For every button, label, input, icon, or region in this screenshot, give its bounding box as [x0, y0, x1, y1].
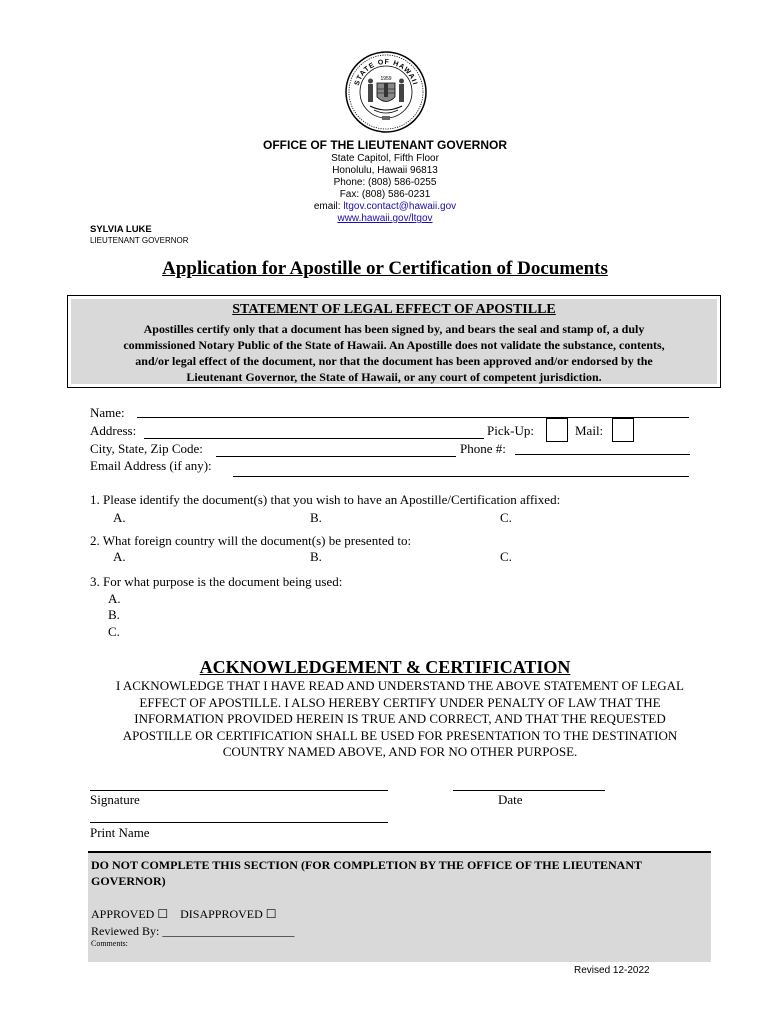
governor-name: SYLVIA LUKE	[90, 224, 152, 235]
legal-line: commissioned Notary Public of the State of Hawaii. An Apostille does not validate the substance, contents,	[123, 338, 665, 352]
legal-line: Apostilles certify only that a document has been signed by, and bears the seal and stamp of, a duly	[143, 322, 645, 336]
question-1: 1. Please identify the document(s) that you wish to have an Apostille/Certification affixed:	[90, 492, 561, 507]
office-fax: Fax: (808) 586-0231	[339, 189, 431, 200]
office-use-heading-line: GOVERNOR)	[91, 874, 166, 888]
acknowledgement-heading: ACKNOWLEDGEMENT & CERTIFICATION	[199, 657, 571, 677]
q2-option-a: A.	[113, 549, 126, 564]
signature-label: Signature	[90, 792, 140, 807]
office-phone: Phone: (808) 586-0255	[333, 177, 437, 188]
city-state-zip-label: City, State, Zip Code:	[90, 441, 203, 456]
office-address-line1: State Capitol, Fifth Floor	[331, 153, 439, 164]
phone-input[interactable]	[515, 454, 690, 455]
mail-checkbox[interactable]	[612, 418, 634, 442]
email-link[interactable]: ltgov.contact@hawaii.gov	[343, 201, 457, 212]
email-address-label: Email Address (if any):	[90, 458, 212, 473]
legal-line: and/or legal effect of the document, nor that the document has been approved and/or endorsed by the	[135, 354, 653, 368]
q1-option-c: C.	[500, 510, 512, 525]
legal-statement-heading: STATEMENT OF LEGAL EFFECT OF APOSTILLE	[232, 302, 556, 317]
state-seal-logo	[344, 50, 428, 134]
question-3: 3. For what purpose is the document being used:	[90, 574, 343, 589]
ack-line: APOSTILLE OR CERTIFICATION SHALL BE USED FOR PRESENTATION TO THE DESTINATION	[122, 727, 678, 743]
disapproved-checkbox[interactable]: DISAPPROVED ☐	[180, 907, 277, 921]
print-name-label: Print Name	[90, 825, 150, 840]
office-address-line2: Honolulu, Hawaii 96813	[332, 165, 438, 176]
signature-input[interactable]	[90, 790, 388, 791]
print-name-input[interactable]	[90, 822, 388, 823]
date-input[interactable]	[453, 790, 605, 791]
office-use-heading	[91, 857, 691, 889]
mail-label: Mail:	[575, 423, 604, 438]
address-input[interactable]	[144, 438, 484, 439]
q1-option-b: B.	[310, 510, 322, 525]
ack-line: I ACKNOWLEDGE THAT I HAVE READ AND UNDERSTAND THE ABOVE STATEMENT OF LEGAL	[116, 678, 684, 693]
approved-checkbox[interactable]: APPROVED ☐	[91, 907, 169, 921]
office-use-heading-line: DO NOT COMPLETE THIS SECTION (FOR COMPLETION BY THE OFFICE OF THE LIEUTENANT	[91, 858, 642, 872]
pickup-checkbox[interactable]	[546, 418, 568, 442]
website-link[interactable]: www.hawaii.gov/ltgov	[337, 213, 433, 224]
question-2: 2. What foreign country will the document(s) be presented to:	[90, 533, 412, 548]
acknowledgement-body	[90, 678, 710, 761]
name-input[interactable]	[137, 417, 689, 418]
revision-date: Revised 12-2022	[574, 965, 650, 976]
ack-line: COUNTRY NAMED ABOVE, AND FOR NO OTHER PURPOSE.	[222, 744, 578, 759]
comments-label: Comments:	[91, 939, 128, 948]
legal-statement-body	[77, 321, 711, 385]
q2-option-c: C.	[500, 549, 512, 564]
legal-line: Lieutenant Governor, the State of Hawaii, or any court of competent jurisdiction.	[186, 370, 602, 384]
office-name: OFFICE OF THE LIEUTENANT GOVERNOR	[262, 138, 507, 152]
name-label: Name:	[90, 405, 125, 420]
q1-option-a: A.	[113, 510, 126, 525]
reviewed-by-field: Reviewed By: ______________________	[91, 924, 295, 938]
pickup-label: Pick-Up:	[487, 423, 534, 438]
seal-year: 1959	[380, 76, 392, 82]
email-address-input[interactable]	[233, 476, 689, 477]
approval-row	[91, 907, 277, 922]
ack-line: EFFECT OF APOSTILLE. I ALSO HEREBY CERTIFY UNDER PENALTY OF LAW THAT THE	[139, 694, 661, 710]
ack-line: INFORMATION PROVIDED HEREIN IS TRUE AND CORRECT, AND THAT THE REQUESTED	[134, 711, 666, 726]
q2-option-b: B.	[310, 549, 322, 564]
governor-title: LIEUTENANT GOVERNOR	[90, 236, 189, 245]
q3-option-c: C.	[108, 624, 120, 639]
seal-text: STATE OF HAWAII	[353, 58, 419, 87]
office-email-line	[0, 201, 770, 213]
q3-option-b: B.	[108, 607, 120, 622]
form-title: Application for Apostille or Certification of Documents	[162, 258, 608, 279]
q3-option-a: A.	[108, 591, 121, 606]
date-label: Date	[498, 792, 523, 807]
phone-label: Phone #:	[460, 441, 506, 456]
office-use-section	[88, 851, 711, 962]
legal-statement-box	[67, 295, 721, 388]
address-label: Address:	[90, 423, 137, 438]
city-state-zip-input[interactable]	[216, 456, 456, 457]
email-label: email:	[313, 201, 341, 212]
